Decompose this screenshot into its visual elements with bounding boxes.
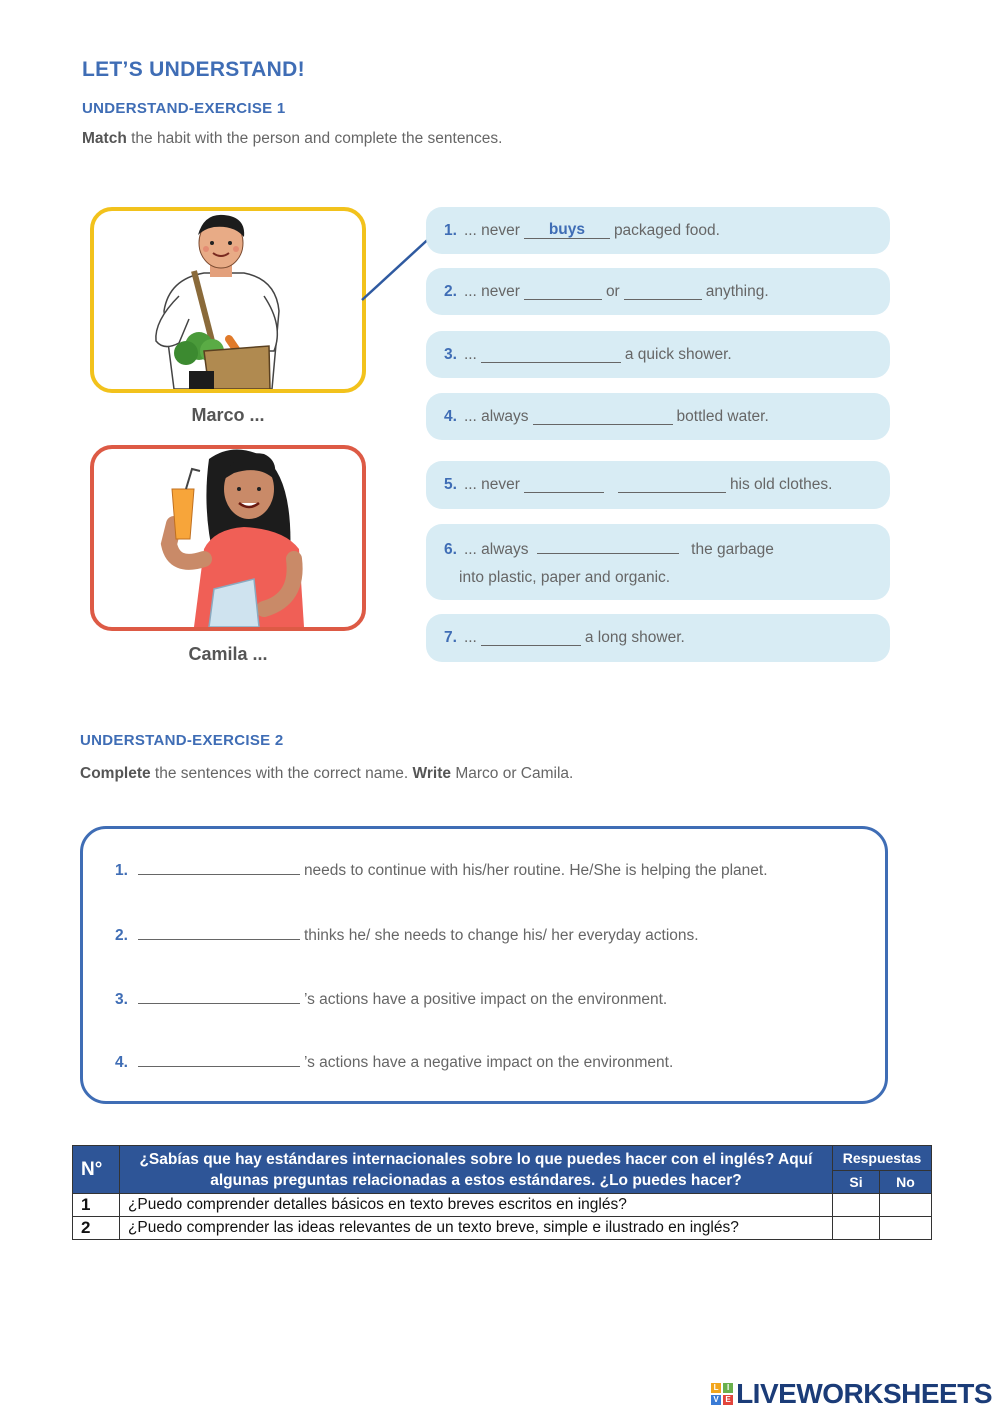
liveworksheets-logo	[711, 1378, 992, 1410]
row-question: ¿Puedo comprender las ideas relevantes de un texto breve, simple e ilustrado en inglés?	[119, 1217, 832, 1240]
ex1-item-2: 2. ... never or anything.	[426, 268, 890, 315]
ex1-item-5: 5. ... never his old clothes.	[426, 461, 890, 509]
exercise-2-heading: UNDERSTAND-EXERCISE 2	[80, 732, 284, 749]
logo-grid-icon: L I V E	[711, 1383, 733, 1405]
row-num: 1	[73, 1194, 120, 1217]
exercise-2-instruction: Complete the sentences with the correct name. Write Marco or Camila.	[80, 765, 574, 782]
ex2-blank-2[interactable]	[138, 924, 300, 940]
ex1-blank-6[interactable]	[537, 538, 679, 554]
camila-card	[90, 445, 366, 631]
ex1-item-6: 6. ... always the garbage into plastic, paper and organic.	[426, 524, 890, 600]
ex1-blank-2a[interactable]	[524, 284, 602, 300]
table-header-no: No	[880, 1171, 932, 1194]
ex1-blank-7[interactable]	[481, 630, 581, 646]
ex2-item-4: 4. ’s actions have a negative impact on the environment.	[115, 1051, 673, 1072]
page-title: LET’S UNDERSTAND!	[82, 58, 305, 81]
ex1-answer-1[interactable]: buys	[524, 222, 610, 239]
ex1-blank-5a[interactable]	[524, 477, 604, 493]
table-row	[73, 1194, 932, 1217]
exercise-1-heading: UNDERSTAND-EXERCISE 1	[82, 100, 286, 117]
ex1-item-1: 1. ... never buys packaged food.	[426, 207, 890, 254]
answer-no-cell-1[interactable]	[880, 1194, 932, 1217]
ex2-item-2: 2. thinks he/ she needs to change his/ her everyday actions.	[115, 924, 699, 945]
table-header-answers: Respuestas	[833, 1146, 932, 1171]
ex1-item-4: 4. ... always bottled water.	[426, 393, 890, 440]
ex2-blank-4[interactable]	[138, 1051, 300, 1067]
exercise-1-instruction: Match the habit with the person and complete the sentences.	[82, 130, 503, 147]
marco-illustration	[94, 211, 362, 389]
table-row	[73, 1217, 932, 1240]
answer-no-cell-2[interactable]	[880, 1217, 932, 1240]
row-num: 2	[73, 1217, 120, 1240]
answer-yes-cell-2[interactable]	[833, 1217, 880, 1240]
ex2-item-3: 3. ’s actions have a positive impact on the environment.	[115, 988, 667, 1009]
ex2-blank-3[interactable]	[138, 988, 300, 1004]
ex1-blank-3[interactable]	[481, 347, 621, 363]
ex1-blank-4[interactable]	[533, 409, 673, 425]
logo-text: LIVEWORKSHEETS	[736, 1378, 992, 1409]
camila-label: Camila ...	[188, 644, 268, 664]
answer-yes-cell-1[interactable]	[833, 1194, 880, 1217]
table-header-num: N°	[73, 1146, 120, 1194]
ex1-blank-5b[interactable]	[618, 477, 726, 493]
table-header-question: ¿Sabías que hay estándares internacionales sobre lo que puedes hacer con el inglés? Aquí algunas preguntas relacionadas a estos estándares. ¿Lo puedes hacer?	[119, 1146, 832, 1194]
marco-label: Marco ...	[191, 405, 265, 425]
standards-table	[72, 1145, 932, 1240]
camila-illustration	[94, 449, 362, 627]
table-header-yes: Si	[833, 1171, 880, 1194]
ex2-item-1: 1. needs to continue with his/her routine. He/She is helping the planet.	[115, 859, 768, 880]
row-question: ¿Puedo comprender detalles básicos en texto breves escritos en inglés?	[119, 1194, 832, 1217]
ex2-blank-1[interactable]	[138, 859, 300, 875]
marco-card	[90, 207, 366, 393]
ex1-item-3: 3. ... a quick shower.	[426, 331, 890, 378]
ex1-blank-2b[interactable]	[624, 284, 702, 300]
ex1-item-7: 7. ... a long shower.	[426, 614, 890, 662]
